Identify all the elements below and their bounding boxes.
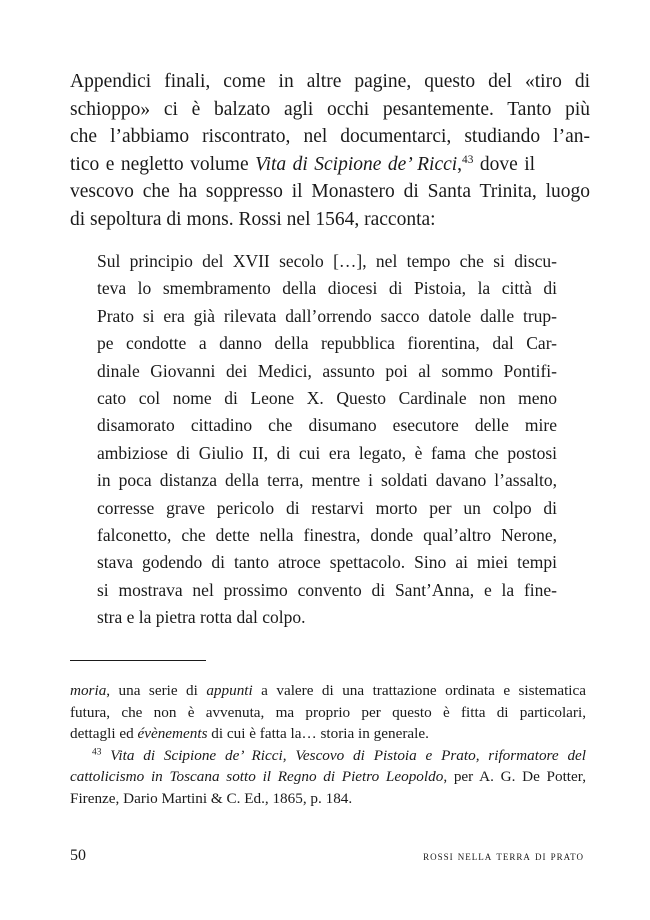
footnote-italic: appunti	[206, 682, 253, 699]
title-comma: ,	[457, 153, 463, 175]
quote-line: Prato si era già rilevata dall’orrendo sacco datole dalle trup-	[97, 305, 557, 326]
footnote-continued-line	[70, 723, 586, 745]
quote-line: si mostrava nel prossimo convento di Sant’Anna, e la fine-	[97, 579, 557, 600]
body-line-start: tico e negletto volume	[70, 153, 256, 175]
footnote-italic: moria	[70, 682, 107, 699]
quote-line: stra e la pietra rotta dal colpo.	[97, 607, 306, 628]
footnote-title: Vita di Scipione de’ Ricci, Vescovo di Pistoia e Prato, riformatore del	[110, 746, 586, 764]
body-line: vescovo che ha soppresso il Monastero di Santa Trinita, luogo	[70, 181, 590, 202]
quote-line: falconetto, che dette nella finestra, donde qual’altro Nerone,	[97, 525, 557, 546]
quote-line: pe condotte a danno della repubblica fiorentina, dal Car-	[97, 333, 557, 354]
footnote-number: 43	[92, 747, 102, 758]
footnote-43-line: Firenze, Dario Martini & C. Ed., 1865, p. 184.	[70, 789, 353, 807]
quote-line: teva lo smembramento della diocesi di Pistoia, la città di	[97, 278, 557, 299]
body-line: di sepoltura di mons. Rossi nel 1564, racconta:	[70, 208, 436, 230]
quote-line: dinale Giovanni dei Medici, assunto poi al sommo Pontifi-	[97, 360, 557, 381]
body-line: schioppo» ci è balzato agli occhi pesantemente. Tanto più	[70, 98, 590, 120]
running-head: rossi nella terra di prato	[423, 849, 584, 863]
body-paragraph	[70, 68, 590, 233]
footnote-continued-line: futura, che non è avvenuta, ma proprio per questo è fitta di particolari,	[70, 703, 586, 721]
page-number: 50	[70, 847, 86, 864]
quote-line: disamorato cittadino che disumano esecutore delle mire	[97, 415, 557, 436]
footnote-text: a valere di una trattazione ordinata e sistematica	[252, 682, 586, 699]
quote-line: stava godendo di tanto atroce spettacolo. Sino ai miei tempi	[97, 552, 557, 573]
footnote-text: , per A. G. De Potter,	[443, 768, 586, 786]
book-title: Vita di Scipione de’ Ricci	[255, 153, 458, 175]
quote-line: Sul principio del XVII secolo […], nel tempo che si discu-	[97, 251, 557, 271]
block-quote	[97, 248, 557, 632]
quote-line: ambiziose di Giulio II, di cui era legato, è fama che postosi	[97, 442, 557, 463]
footnote-italic: évènements	[137, 725, 208, 743]
footnote-43-line	[70, 766, 586, 788]
footnotes	[70, 680, 586, 810]
quote-line: corresse grave pericolo di restarvi morto per un colpo di	[97, 497, 557, 518]
footnote-separator	[70, 660, 206, 661]
body-line-end: dove il	[473, 153, 536, 175]
footnote-text: , una serie di	[106, 682, 207, 699]
footnote-title: cattolicismo in Toscana sotto il Regno di Pietro Leopoldo	[70, 768, 444, 786]
footnote-43-line	[70, 745, 586, 767]
body-line: Appendici finali, come in altre pagine, questo del «tiro di	[70, 71, 590, 92]
quote-line: in poca distanza della terra, mentre i soldati davano l’assalto,	[97, 470, 557, 491]
footnote-text: dettagli ed	[70, 725, 138, 743]
footnote-reference: 43	[462, 153, 474, 166]
body-line: che l’abbiamo riscontrato, nel documentarci, studiando l’an-	[70, 126, 590, 147]
footnote-text: di cui è fatta la… storia in generale.	[207, 725, 429, 743]
body-line-with-title	[70, 151, 590, 179]
footnote-continued-line	[70, 680, 586, 702]
quote-line: cato col nome di Leone X. Questo Cardinale non meno	[97, 388, 557, 409]
